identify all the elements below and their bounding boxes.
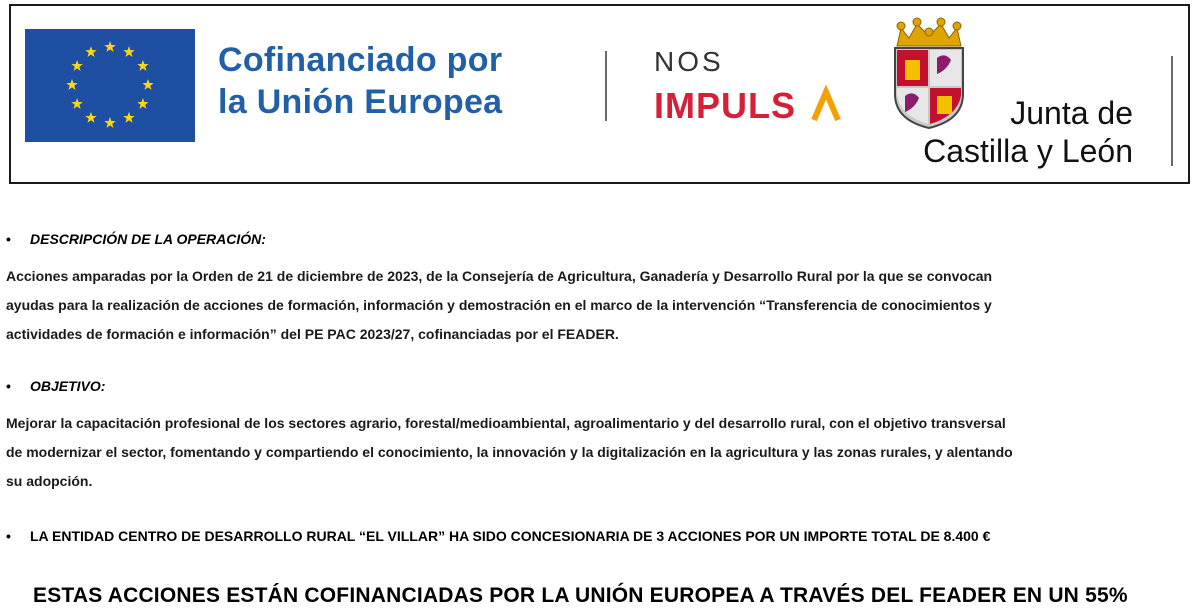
svg-text:IMPULS: IMPULS (654, 85, 797, 126)
section-heading-objetivo (6, 378, 105, 394)
divider (1171, 56, 1173, 166)
eu-flag-icon (25, 29, 195, 142)
objetivo-paragraph (6, 409, 1194, 496)
funding-banner (9, 4, 1190, 184)
impulsa-logo (654, 84, 844, 126)
divider (605, 51, 607, 121)
eu-label-line1: Cofinanciado por (218, 41, 503, 79)
bullet: • (6, 528, 11, 544)
paragraph-line: su adopción. (6, 473, 93, 489)
junta-castilla-leon-label (873, 94, 1133, 170)
heading-text: DESCRIPCIÓN DE LA OPERACIÓN: (30, 231, 266, 247)
paragraph-line: ayudas para la realización de acciones de formación, información y demostración en el marco de la intervención “Transferencia de conocimientos y (6, 297, 992, 313)
entity-concession-line (6, 528, 990, 544)
nos-label: NOS (654, 46, 724, 77)
descripcion-paragraph (6, 262, 1194, 349)
bullet: • (6, 378, 11, 394)
cofinancing-statement: ESTAS ACCIONES ESTÁN COFINANCIADAS POR LA UNIÓN EUROPEA A TRAVÉS DEL FEADER EN UN 55% (33, 584, 1128, 607)
paragraph-line: actividades de formación e información” del PE PAC 2023/27, cofinanciadas por el FEADER. (6, 326, 619, 342)
paragraph-line: Acciones amparadas por la Orden de 21 de diciembre de 2023, de la Consejería de Agricultura, Ganadería y Desarrollo Rural por la que se convocan (6, 268, 993, 284)
jcyl-line1: Junta de (1010, 95, 1133, 131)
paragraph-line: de modernizar el sector, fomentando y compartiendo el conocimiento, la innovación y la digitalización en la agricultura y las zonas rurales, y alentando (6, 444, 1013, 460)
jcyl-line2: Castilla y León (923, 133, 1133, 169)
entity-text: LA ENTIDAD CENTRO DE DESARROLLO RURAL “EL VILLAR” HA SIDO CONCESIONARIA DE 3 ACCIONES POR UN IMPORTE TOTAL DE 8.400 € (30, 528, 991, 544)
bullet: • (6, 231, 11, 247)
eu-label-line2: la Unión Europea (218, 83, 503, 121)
section-heading-descripcion (6, 231, 266, 247)
paragraph-line: Mejorar la capacitación profesional de los sectores agrario, forestal/medioambiental, agroalimentario y del desarrollo rural, con el objetivo transversal (6, 415, 1006, 431)
eu-cofinanced-label (218, 39, 502, 123)
heading-text: OBJETIVO: (30, 378, 106, 394)
